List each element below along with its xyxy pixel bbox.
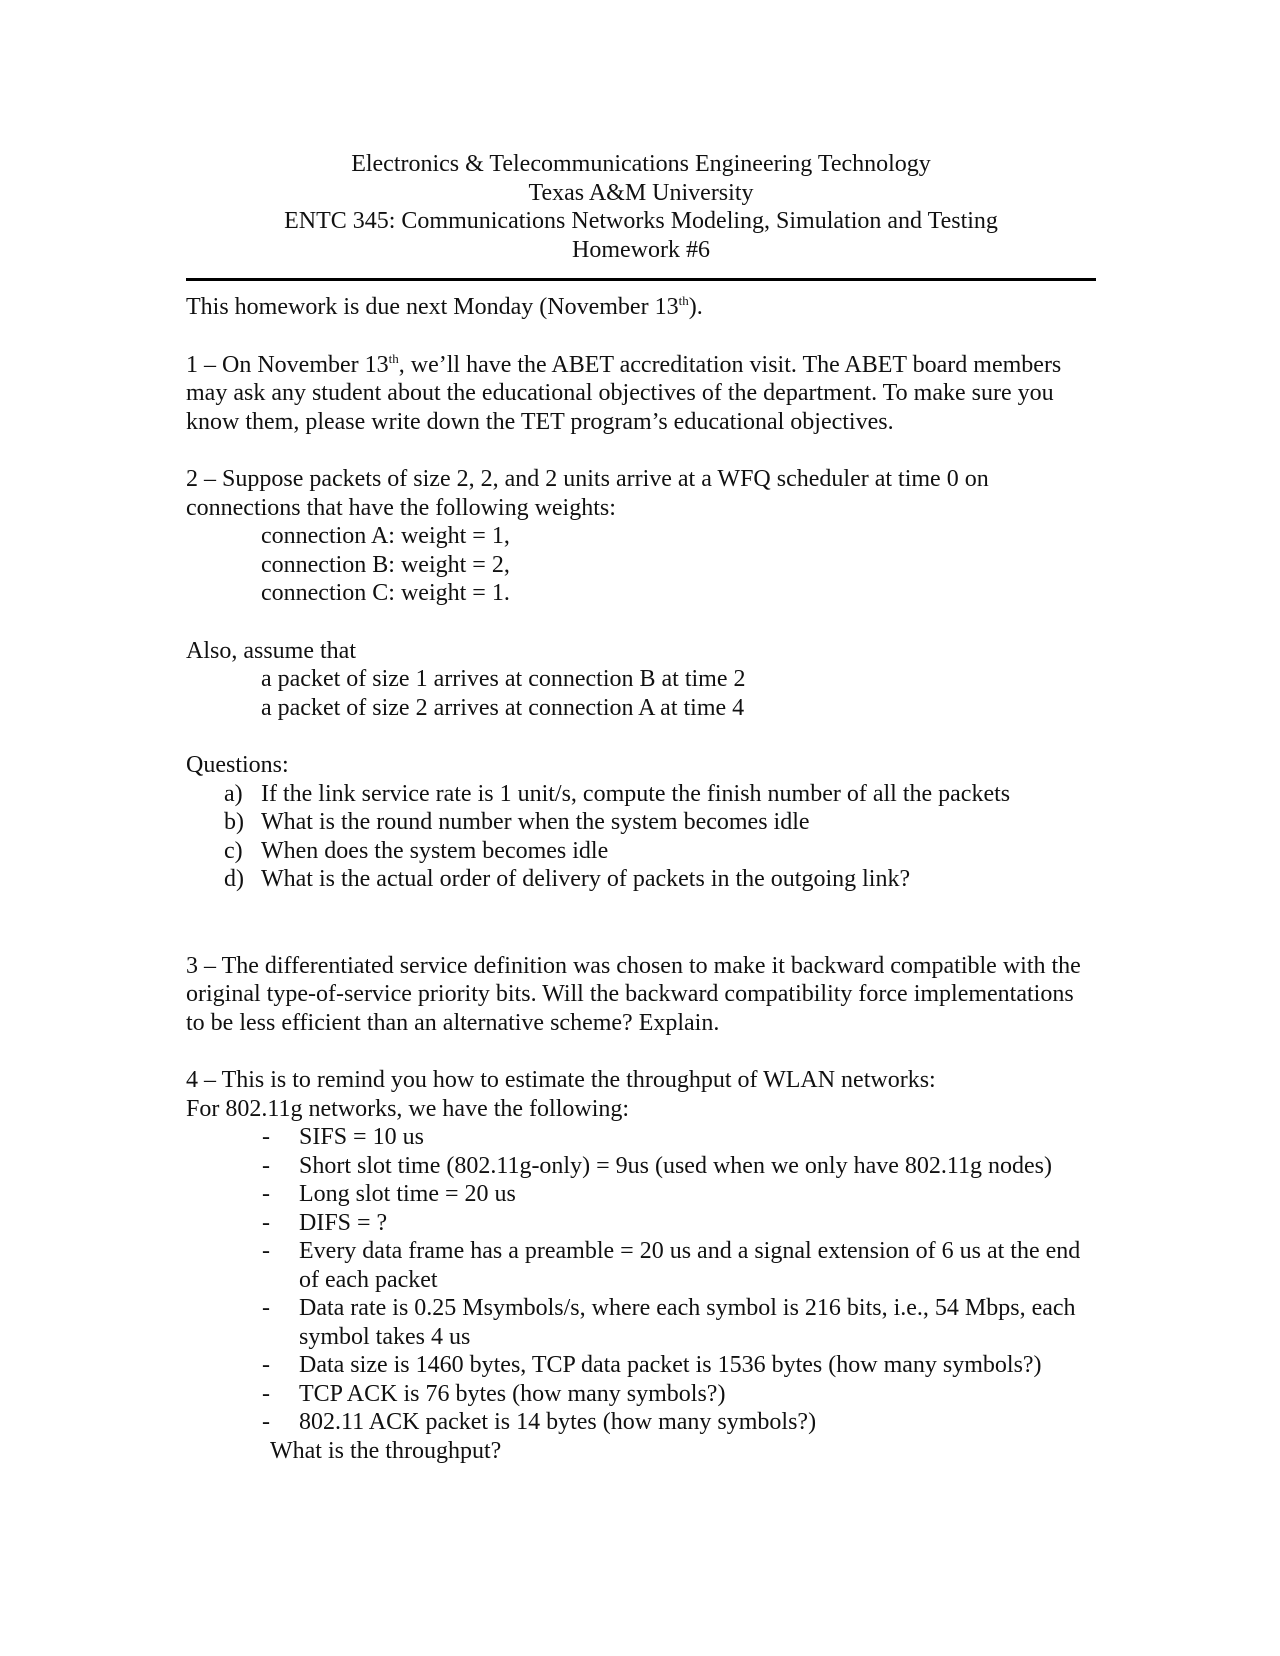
list-item-text: What is the round number when the system becomes idle	[261, 809, 810, 835]
q2-intro: 2 – Suppose packets of size 2, 2, and 2 units arrive at a WFQ scheduler at time 0 on connections that have the following weights:	[186, 466, 989, 521]
dash-marker: -	[262, 1124, 270, 1150]
questions-label: Questions:	[186, 752, 289, 778]
list-item	[186, 1351, 1096, 1380]
list-item-text: TCP ACK is 76 bytes (how many symbols?)	[299, 1380, 726, 1407]
q4-parameter-list	[186, 1123, 1096, 1437]
question-4	[186, 1066, 1096, 1465]
list-marker: b)	[224, 809, 244, 835]
list-item-text: Long slot time = 20 us	[299, 1181, 516, 1207]
connection-a-weight: connection A: weight = 1,	[261, 523, 510, 549]
list-item-text: 802.11 ACK packet is 14 bytes (how many symbols?)	[299, 1409, 817, 1435]
list-item	[186, 808, 1096, 837]
department-title: Electronics & Telecommunications Engineering Technology	[351, 151, 931, 177]
q1-text-pre: 1 – On November 13	[186, 351, 389, 378]
dash-marker: -	[262, 1409, 270, 1435]
list-item	[186, 865, 1096, 894]
course-title: ENTC 345: Communications Networks Modeling, Simulation and Testing	[284, 208, 998, 234]
q1-ordinal-suffix: th	[388, 350, 399, 366]
due-date-line	[186, 293, 1096, 322]
due-text-pre: This homework is due next Monday (November 13	[186, 294, 679, 320]
university-name: Texas A&M University	[528, 179, 754, 206]
list-item-text: Data rate is 0.25 Msymbols/s, where each symbol is 216 bits, i.e., 54 Mbps, each symbol takes 4 us	[299, 1295, 1076, 1350]
dash-marker: -	[262, 1295, 270, 1321]
dash-marker: -	[262, 1181, 270, 1207]
q4-intro-networks: For 802.11g networks, we have the following:	[186, 1095, 630, 1122]
document-page	[186, 150, 1096, 1465]
connection-c-weight: connection C: weight = 1.	[261, 580, 510, 606]
list-item	[186, 1180, 1096, 1209]
list-item-text: DIFS = ?	[299, 1209, 388, 1236]
q1-text-post: , we’ll have the ABET accreditation visit. The ABET board members may ask any student about the educational objectives of the department. To make sure you know them, please write down the TET program’s educational objectives.	[186, 351, 1062, 435]
header-divider	[186, 278, 1096, 281]
due-ordinal-suffix: th	[678, 293, 689, 308]
due-text-post: ).	[688, 294, 703, 320]
question-3: 3 – The differentiated service definition was chosen to make it backward compatible with the original type-of-service priority bits. Will the backward compatibility force implementations to be less efficient than an alternative scheme? Explain.	[186, 952, 1081, 1036]
question-2	[186, 465, 1096, 894]
dash-marker: -	[262, 1238, 270, 1264]
list-item-text: SIFS = 10 us	[299, 1124, 424, 1150]
dash-marker: -	[262, 1352, 270, 1378]
list-item-text: Every data frame has a preamble = 20 us and a signal extension of 6 us at the end of each packet	[299, 1238, 1081, 1293]
connection-b-weight: connection B: weight = 2,	[261, 551, 510, 578]
list-marker: a)	[224, 780, 243, 807]
list-item-text: Data size is 1460 bytes, TCP data packet is 1536 bytes (how many symbols?)	[299, 1352, 1042, 1378]
list-item	[186, 780, 1096, 809]
list-item-text: If the link service rate is 1 unit/s, compute the finish number of all the packets	[261, 780, 1011, 807]
arrival-connection-b: a packet of size 1 arrives at connection B at time 2	[261, 666, 746, 692]
list-item-text: When does the system becomes idle	[261, 837, 609, 864]
list-item	[186, 1237, 1096, 1294]
q2-also-label: Also, assume that	[186, 637, 356, 664]
dash-marker: -	[262, 1380, 270, 1407]
dash-marker: -	[262, 1209, 270, 1236]
list-item	[186, 837, 1096, 866]
document-header	[186, 150, 1096, 264]
dash-marker: -	[262, 1152, 270, 1179]
list-item	[186, 1294, 1096, 1351]
list-marker: d)	[224, 866, 244, 892]
list-item	[186, 1380, 1096, 1409]
arrival-connection-a: a packet of size 2 arrives at connection A at time 4	[261, 694, 745, 721]
list-item	[186, 1123, 1096, 1152]
list-item-text: What is the actual order of delivery of packets in the outgoing link?	[261, 866, 911, 892]
homework-title: Homework #6	[572, 236, 710, 263]
throughput-question: What is the throughput?	[270, 1437, 502, 1464]
list-marker: c)	[224, 837, 243, 864]
q4-intro: 4 – This is to remind you how to estimate the throughput of WLAN networks:	[186, 1067, 936, 1093]
list-item	[186, 1408, 1096, 1437]
question-1	[186, 351, 1096, 437]
list-item	[186, 1209, 1096, 1238]
list-item-text: Short slot time (802.11g-only) = 9us (used when we only have 802.11g nodes)	[299, 1152, 1052, 1179]
q2-question-list	[186, 780, 1096, 894]
list-item	[186, 1152, 1096, 1181]
